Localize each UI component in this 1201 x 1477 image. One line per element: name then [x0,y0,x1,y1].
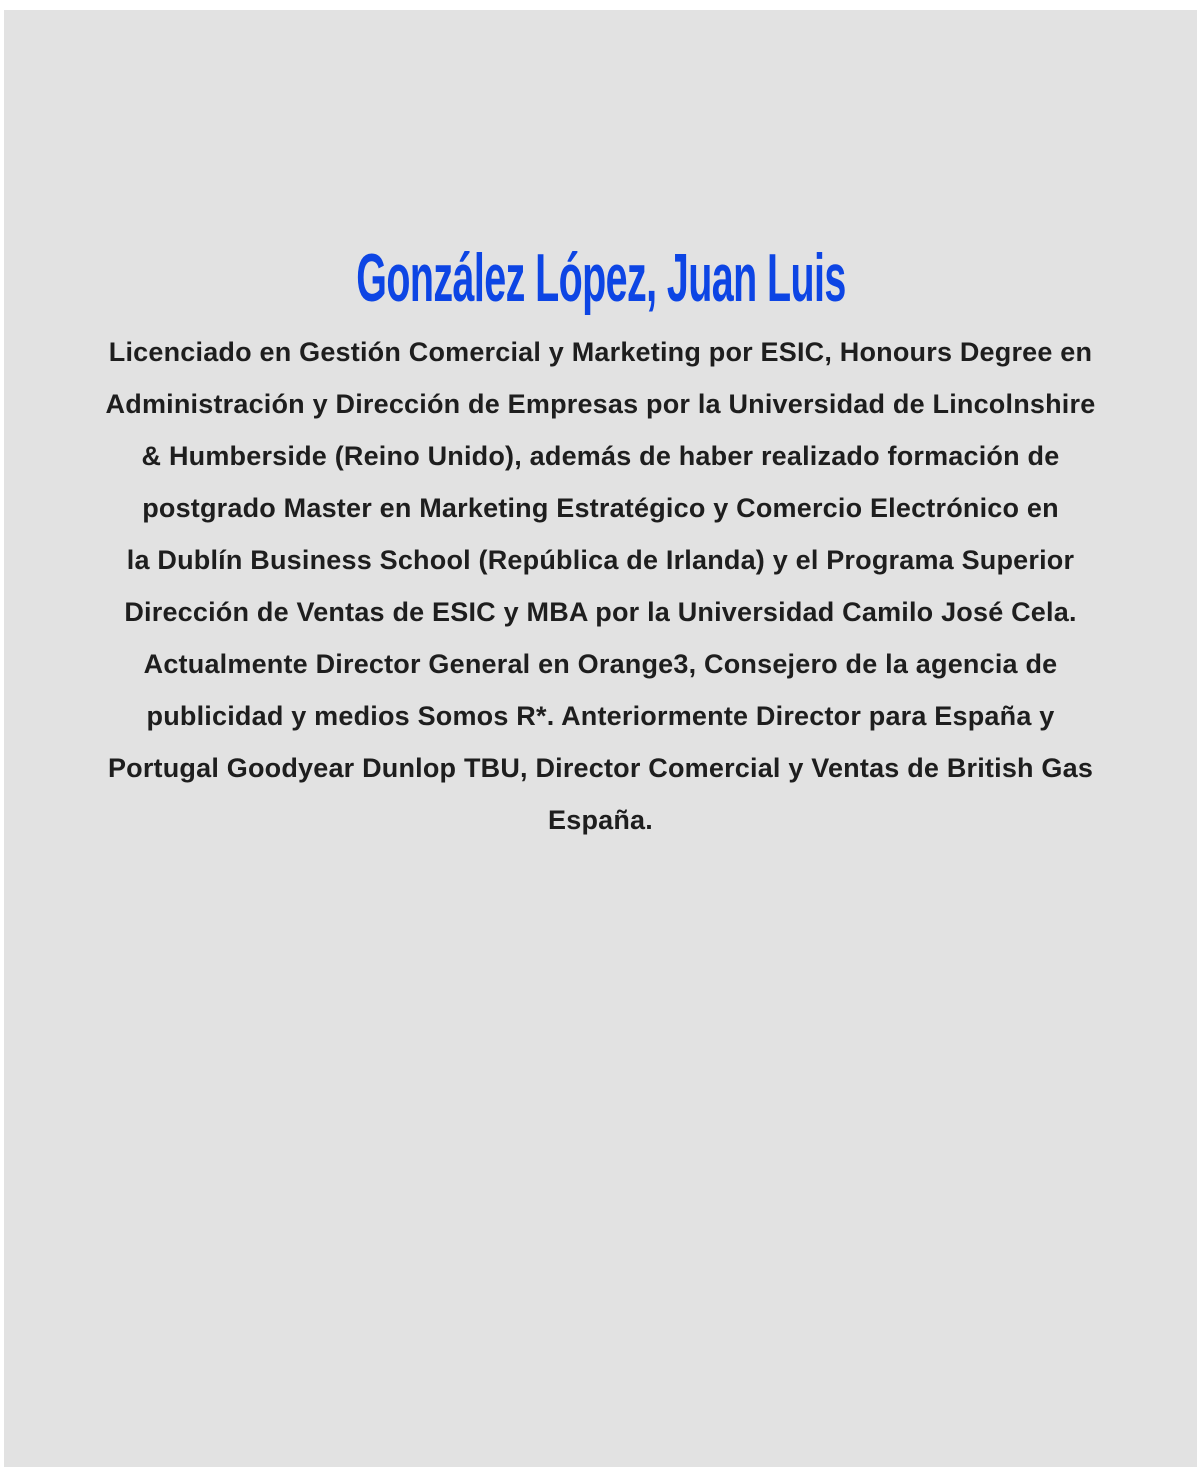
bio-paragraph [4,326,1197,846]
person-name-title [4,239,1197,316]
bio-line: la Dublín Business School (República de Irlanda) y el Programa Superior [126,545,1075,575]
bio-line: Dirección de Ventas de ESIC y MBA por la Universidad Camilo José Cela. [124,597,1077,627]
person-name-text: González López, Juan Luis [355,239,846,316]
bio-line: Licenciado en Gestión Comercial y Marketing por ESIC, Honours Degree en [108,337,1093,367]
bio-line: Portugal Goodyear Dunlop TBU, Director Comercial y Ventas de British Gas [107,753,1094,783]
bio-line: Actualmente Director General en Orange3, Consejero de la agencia de [143,649,1058,679]
bio-line: Administración y Dirección de Empresas por la Universidad de Lincolnshire [105,389,1096,419]
bio-line: & Humberside (Reino Unido), además de haber realizado formación de [141,441,1060,471]
bio-sheet [4,10,1197,1467]
bio-line: publicidad y medios Somos R*. Anteriormente Director para España y [146,701,1055,731]
bio-line: postgrado Master en Marketing Estratégico y Comercio Electrónico en [142,493,1059,523]
bio-line: España. [548,805,653,835]
